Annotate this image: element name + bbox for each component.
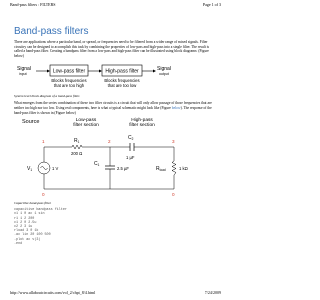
footer-date: 7/24/2009 [204, 290, 221, 295]
low-pass-note-line2: that are too high [53, 83, 85, 89]
page-header [10, 2, 221, 9]
schematic-svg [14, 117, 217, 199]
low-pass-section-label-line1: Low-pass [75, 118, 97, 124]
page-footer [10, 290, 221, 296]
signal-output-label: Signal [157, 66, 171, 73]
header-title: Band-pass filters : FILTERS [10, 2, 56, 7]
schematic-paragraph-text-b: ). The response of the band-pass filter is shown in (Figure below) [14, 105, 212, 115]
r1-value: 200 Ω [71, 151, 83, 157]
spice-netlist: capacitive bandpass filter v1 1 0 ac 1 sin r1 1 2 200 c1 2 0 2.5u c2 2 3 1u rload 3 0 1k .ac lin 20 100 500 .plot ac v(3) .end [14, 208, 67, 246]
figure-link[interactable]: below [171, 105, 181, 110]
signal-input-label: Signal [17, 66, 31, 73]
low-pass-note-line1: Blocks frequencies [51, 78, 87, 84]
v1-value: 1 V [52, 166, 59, 172]
intro-paragraph: There are applications where a particular band, or spread, or frequencies need to be filtered from a wider range of mixed signals. Filter circuitry can be designed to accomplish this task by combining the properties of low-pass and high-pass into a single filter. The result is called a band-pass filter. Creating a bandpass filter from a low-pass and high-pass filter can be illustrated using block diagrams: (Figure below) [14, 40, 210, 58]
c2-value: 1 µF [126, 155, 135, 161]
high-pass-note-line1: Blocks frequencies [104, 78, 140, 84]
v1-name: $V_1$ [27, 166, 33, 173]
footer-url: http://www.allaboutcircuits.com/vol_2/chpt_8/4.html [10, 290, 96, 295]
node-3-label: 3 [172, 139, 175, 145]
arrow-mid-head [99, 70, 102, 73]
document-body [14, 14, 217, 246]
high-pass-section-label-line2: filter section [129, 123, 155, 129]
node-1-label: 1 [42, 139, 45, 145]
source-label: Source [22, 119, 40, 126]
c1-value: 2.5 µF [117, 166, 129, 172]
low-pass-section-label-line2: filter section [73, 123, 99, 129]
signal-output-sublabel: output [159, 72, 169, 77]
node-0-label-right: 0 [172, 192, 175, 198]
high-pass-block-label: High-pass filter [105, 68, 139, 75]
c2-name: $C_2$ [128, 135, 134, 142]
arrow-out-head [153, 70, 156, 73]
schematic-caption: Capacitive band-pass filter. [14, 201, 52, 206]
schematic-diagram [14, 117, 217, 199]
resistor-rload [172, 161, 176, 175]
page-title: Band-pass filters [14, 26, 89, 37]
high-pass-section-label-line1: High-pass [131, 118, 153, 124]
schematic-paragraph [14, 101, 217, 115]
rload-name: $R_{load}$ [156, 166, 166, 173]
block-diagram-caption: System level block diagram of a band-pass filter. [14, 94, 80, 99]
signal-input-sublabel: input [19, 72, 27, 77]
schematic-paragraph-text-a: What emerges from the series combination of these two filter circuits is a circuit that will only allow passage of those frequencies that are neither too high nor too low. Using real components, here is what a typical schematic might look like (Figure [14, 101, 212, 110]
header-page-number: Page 1 of 3 [202, 2, 221, 7]
rload-value: 1 kΩ [179, 166, 188, 172]
block-diagram [14, 62, 217, 92]
r1-name: $R_1$ [74, 138, 80, 145]
arrow-in-head [47, 70, 50, 73]
node-2-label: 2 [108, 139, 111, 145]
node-0-label-left: 0 [42, 192, 45, 198]
high-pass-note-line2: that are too low [107, 83, 137, 89]
block-diagram-svg [14, 62, 217, 92]
low-pass-block-label: Low-pass filter [52, 68, 86, 75]
resistor-r1 [72, 145, 82, 149]
c1-name: $C_1$ [94, 161, 100, 168]
